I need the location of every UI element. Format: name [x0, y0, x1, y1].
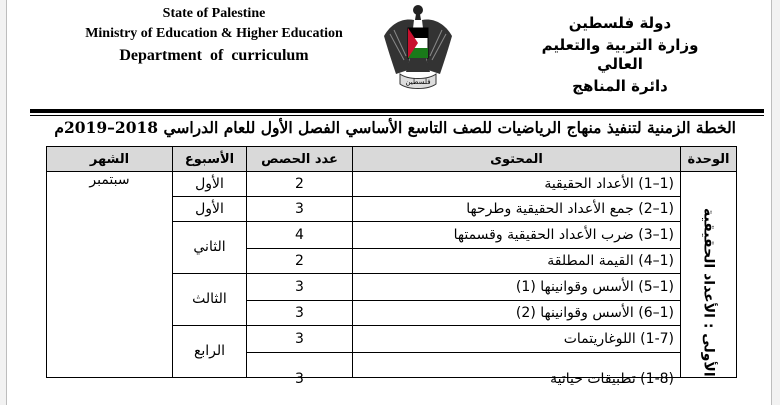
month-label: سبتمبر — [89, 172, 130, 188]
left-page-edge — [0, 0, 7, 405]
content-text-cut: (1-8) تطبيقات حياتية — [550, 370, 674, 387]
unit-name: الأولى : الأعداد الحقيقية — [700, 208, 717, 377]
week-cell: الثالث — [173, 273, 247, 325]
sessions-text-cut: 3 — [295, 370, 304, 387]
content-cell: (1-7) اللوغاريتمات — [353, 325, 681, 352]
ministry-name-en: Ministry of Education & Higher Education — [85, 25, 343, 41]
header-unit: الوحدة — [681, 147, 737, 172]
state-name-ar: دولة فلسطين — [568, 14, 672, 32]
week-cell: الأول — [173, 172, 247, 197]
unit-cell — [681, 172, 737, 378]
sessions-cell — [247, 352, 353, 387]
sessions-cell: 3 — [247, 325, 353, 352]
state-name-en: State of Palestine — [162, 6, 266, 21]
arabic-letterhead — [520, 14, 720, 96]
department-name-en: Department of curriculum — [119, 46, 309, 64]
content-cell: (1–3) ضرب الأعداد الحقيقية وقسمتها — [353, 222, 681, 249]
week-cell: الرابع — [173, 325, 247, 377]
week-cell: الثاني — [173, 222, 247, 274]
table-header-row — [47, 147, 737, 172]
content-cell: (1–6) الأسس وقوانينها (2) — [353, 300, 681, 325]
sessions-cell: 3 — [247, 273, 353, 300]
content-cell: (1–2) جمع الأعداد الحقيقية وطرحها — [353, 197, 681, 222]
sessions-cell: 4 — [247, 222, 353, 249]
content-cell: (1–1) الأعداد الحقيقية — [353, 172, 681, 197]
content-cell: (1–5) الأسس وقوانينها (1) — [353, 273, 681, 300]
header-month: الشهر — [47, 147, 173, 172]
plan-title: الخطة الزمنية لتنفيذ منهاج الرياضيات للصف التاسع الأساسي الفصل الأول للعام الدراسي 2018–2019م — [54, 118, 736, 137]
schedule-table — [46, 146, 737, 387]
header-divider-thin — [30, 115, 764, 116]
english-letterhead — [58, 6, 370, 65]
week-cell: الأول — [173, 197, 247, 222]
sessions-cell: 2 — [247, 172, 353, 197]
sessions-cell: 3 — [247, 197, 353, 222]
palestine-eagle-emblem-icon — [378, 0, 458, 92]
emblem-caption: فلسطين — [405, 78, 431, 86]
header-sessions: عدد الحصص — [247, 147, 353, 172]
sessions-cell: 3 — [247, 300, 353, 325]
ministry-name-ar: وزارة التربية والتعليم العالي — [541, 35, 699, 73]
sessions-cell: 2 — [247, 248, 353, 273]
header-divider-thick — [30, 109, 764, 113]
right-page-edge — [771, 0, 780, 405]
month-cell — [47, 172, 173, 378]
department-name-ar: دائرة المناهج — [572, 76, 668, 95]
table-row — [47, 172, 737, 197]
content-cell — [353, 352, 681, 387]
header-content: المحتوى — [353, 147, 681, 172]
content-cell: (1–4) القيمة المطلقة — [353, 248, 681, 273]
header-week: الأسبوع — [173, 147, 247, 172]
